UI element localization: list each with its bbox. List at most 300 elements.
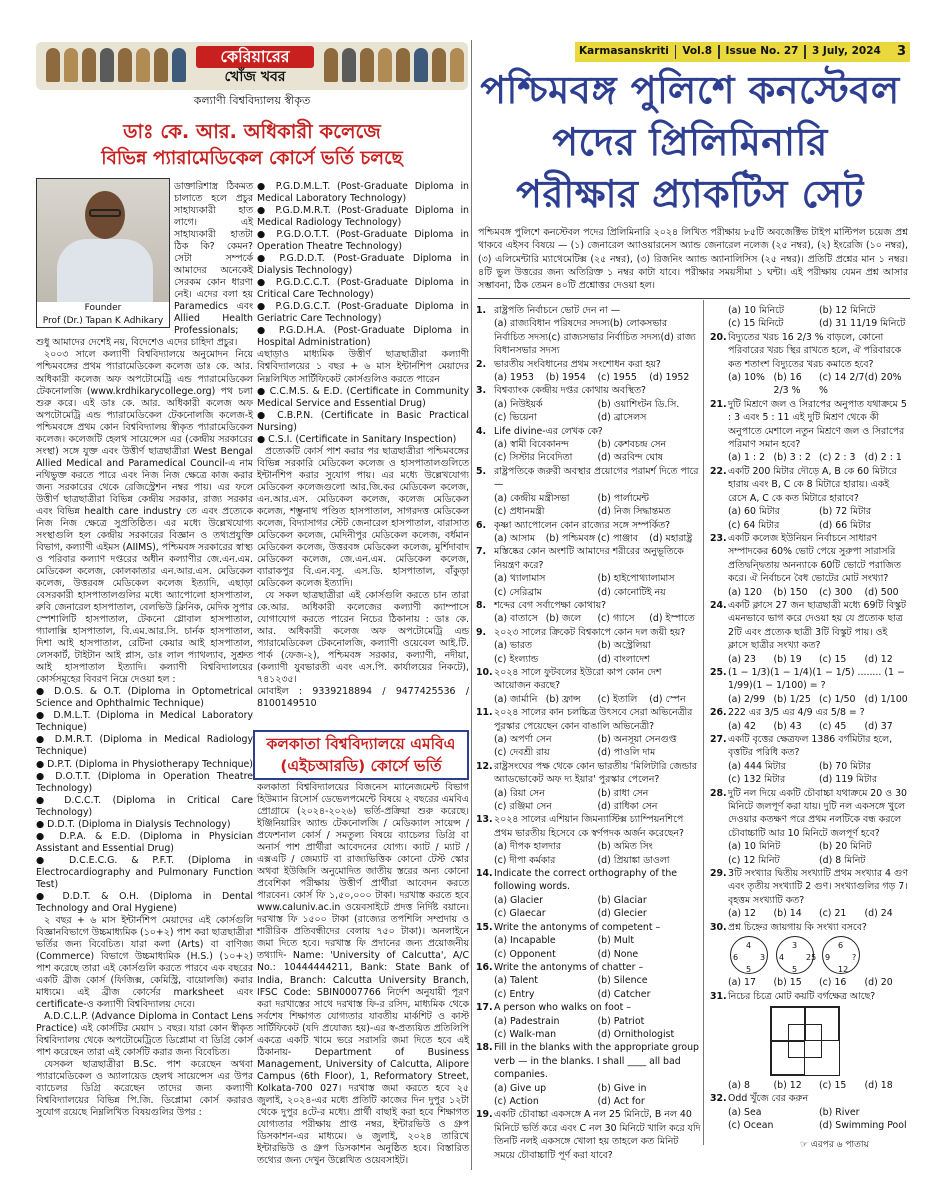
quiz-question — [710, 787, 910, 867]
question-number: 10. — [476, 666, 493, 678]
question-text: বিশ্বব্যাংক কেন্দ্রীয় দপ্তর কোথায় অবস্থিত? — [494, 385, 646, 397]
question-number: 11. — [476, 707, 493, 719]
question-number: 2. — [476, 358, 487, 370]
answer-option: (c) 300 — [819, 586, 853, 598]
question-number: 8. — [476, 599, 487, 611]
answer-option: (d) ইস্পাতে — [649, 613, 695, 625]
answer-option: (a) বাতাসে — [494, 613, 538, 625]
answer-option: (b) অনসূয়া সেনগুপ্ত — [597, 734, 677, 745]
answer-options — [476, 317, 701, 357]
quiz-question — [476, 626, 701, 666]
question-row — [710, 706, 910, 719]
answer-options — [476, 974, 701, 1001]
answer-option: (a) 444 মিটার — [728, 760, 786, 772]
continued-note: ☞ এরপর ৬ পাতায় — [800, 1140, 869, 1150]
answer-option: (d) ব্রাসেলস — [597, 412, 647, 424]
question-number: 23. — [710, 532, 727, 544]
question-number: 28. — [710, 787, 727, 799]
question-text: মস্তিষ্কের কোন অংশটি আমাদের শরীরের অনুভূতিকে নিয়ন্ত্রণ করে? — [494, 546, 684, 571]
answer-option: (a) Give up — [494, 1082, 547, 1094]
answer-option: (d) 500 — [864, 586, 899, 598]
answer-option: (d) 1/100 — [864, 693, 908, 705]
answer-option: (a) Sea — [728, 1106, 762, 1118]
answer-option: (d) 8 মিনিট — [819, 854, 866, 866]
article-paragraph: শুধু আমাদের দেশেই নয়, বিদেশেও এদের চাহিদা প্রচুর। — [36, 337, 238, 349]
answer-option: (a) ভারত — [494, 640, 532, 652]
answer-options — [710, 304, 910, 331]
answer-option: (c) 14 2/7 % — [819, 372, 865, 397]
question-text: প্রশ্ন চিহ্নের জায়গায় কি সংখ্যা বসবে? — [728, 921, 867, 933]
answer-option: (c) Entry — [494, 988, 535, 1000]
answer-option: (b) 12 মিনিটে — [819, 305, 876, 316]
question-row — [476, 813, 701, 840]
answer-option: (b) Silence — [597, 975, 648, 987]
number-circle — [776, 936, 817, 975]
quiz-question — [710, 990, 910, 1093]
answer-options — [476, 612, 701, 625]
answer-option: (a) 60 মিটার — [728, 506, 780, 518]
question-row — [710, 787, 910, 841]
quiz-column-right — [710, 304, 910, 1133]
question-text: 3টি সংখ্যার দ্বিতীয় সংখ্যাটি প্রথম সংখ্যার 4 গুণ এবং তৃতীয় সংখ্যাটি 2 গুণ। সংখ্যাগুলির গড় 7। বৃহত্তম সংখ্যাটি কত? — [728, 868, 908, 906]
course-item: ● P.G.D.D.T. (Post-Graduate Diploma in Dialysis Technology) — [257, 253, 469, 277]
answer-options — [476, 1015, 701, 1042]
question-row — [476, 384, 701, 397]
question-row — [476, 519, 701, 532]
answer-option: (b) Mult — [597, 935, 635, 947]
article-paragraph: ডাক্তারিশাস্ত্র ঠিকমত চালাতে হলে প্রচুর সাহায্যকারী হাত লাগে। এই সাহায্যকারী হাতটা ঠিক কি? কেমন? সেটা সম্পর্কে আমাদের অনেকেই সেরকম কোন ধারণা নেই। এদের বলা হয় Paramedics এবং Allied Health Professionals; — [174, 181, 253, 337]
section-logo — [36, 42, 468, 90]
answer-option: (b) 16 2/3 % — [773, 372, 802, 397]
question-row — [476, 425, 701, 438]
quiz-question — [476, 921, 701, 961]
answer-option: (a) 10 মিনিট — [728, 841, 781, 853]
answer-option: (c) সিস্টার নিবেদিতা — [494, 452, 573, 464]
answer-option: (d) রাধিকা সেন — [597, 801, 658, 813]
answer-option: (b) অমিত সিং — [597, 841, 653, 853]
question-number: 16. — [476, 961, 493, 973]
circle-number: 3 — [760, 953, 766, 963]
answer-option: (d) কোনোটিই নয় — [597, 586, 666, 598]
answer-option: (b) ফ্রান্স — [545, 693, 581, 705]
question-text: একটি বৃত্তের ক্ষেত্রফল 1386 বর্গমিটার হলে, বৃত্তটির পরিধি কত? — [728, 734, 893, 759]
answer-options — [476, 693, 701, 706]
answer-options — [710, 653, 910, 666]
answer-options — [476, 639, 701, 666]
question-number: 26. — [710, 707, 727, 719]
answer-option: (c) 15 মিনিটে — [728, 318, 784, 330]
question-number: 17. — [476, 1002, 493, 1014]
photo-caption-2: Prof (Dr.) Tapan K Adhikary — [42, 316, 164, 326]
answer-options — [476, 572, 701, 599]
quiz-question — [710, 733, 910, 787]
quiz-question — [710, 532, 910, 599]
answer-option: (d) 12 — [864, 653, 893, 665]
article-2-title-line-2: (এইচআরডি) কোর্সে ভর্তি — [280, 757, 442, 775]
answer-option: (a) নিউইয়র্ক — [494, 398, 543, 410]
question-row — [710, 666, 910, 693]
answer-option: (c) গ্যাসে — [597, 613, 635, 625]
question-row — [476, 1041, 701, 1081]
recognition-line: কল্যাণী বিশ্ববিদ্যালয় স্বীকৃত — [193, 94, 311, 107]
question-text: রাষ্ট্রপতিকে জরুরী অবস্থার প্রয়োগের পরামর্শ দিতে পারে — — [494, 465, 699, 491]
answer-option: (a) 8 — [728, 1079, 751, 1091]
answer-option: (b) 72 মিটার — [819, 506, 872, 518]
quiz-question — [476, 813, 701, 867]
quiz-question — [710, 331, 910, 398]
publication-name: Karmasanskriti — [579, 45, 669, 58]
question-number: 9. — [476, 626, 487, 638]
course-item: ● D.M.R.T. (Diploma in Medical Radiology Technique) — [36, 734, 253, 758]
answer-option: (c) Glaecar — [494, 908, 546, 920]
article-2-title-line-1: কলকাতা বিশ্ববিদ্যালয়ে এমবিএ — [266, 735, 456, 753]
answer-options — [476, 1082, 701, 1109]
answer-option: (c) Ocean — [728, 1120, 774, 1132]
question-number: 1. — [476, 305, 487, 316]
answer-option: (d) স্পেন — [649, 693, 686, 705]
question-row — [710, 599, 910, 653]
course-item: ● D.O.T.T. (Diploma in Operation Theatre Technology) — [36, 770, 253, 794]
question-text: Fill in the blanks with the appropriate group verb — in the blanks. I shall ____ all bad companies. — [494, 1042, 700, 1081]
question-row — [476, 304, 701, 317]
question-text: কৃষ্ণা অ্যাপোলেন কোন রাজ্যের সঙ্গে সম্পর্কিত? — [494, 519, 671, 531]
answer-options — [476, 398, 701, 425]
question-number: 6. — [476, 519, 487, 531]
quiz-column-left — [476, 304, 701, 1162]
question-text: একটি কলেজ ইউনিয়ন নির্বাচনে সাধারণ সম্পাদকের 60% ভোট পেয়ে সুরুপা সারাসরি প্রতিদ্বন্দ্বিতায় অনন্যাকে 60টি ভোটে পরাজিত করে। ঐ নির্বাচনে বৈধ ভোটের মোট সংখ্যা? — [728, 532, 901, 585]
people-icon — [46, 48, 186, 86]
quiz-question — [710, 666, 910, 706]
answer-option: (d) বাংলাদেশ — [597, 653, 650, 665]
question-number: 19. — [476, 1109, 493, 1121]
question-row — [710, 1092, 910, 1105]
circle-number: 4 — [746, 941, 752, 951]
answer-option: (a) 120 — [728, 586, 762, 598]
issue-number: Issue No. 27 — [725, 45, 799, 58]
question-number: 31. — [710, 990, 727, 1002]
question-text: A person who walks on foot – — [494, 1002, 631, 1014]
question-text: একটি ক্লাসে 27 জন ছাত্রছাত্রী মধ্যে 69টি বিস্কুট এমনভাবে ভাগ করে দেওয়া হয় যে প্রত্যেক ছাত্র 2টি এবং প্রত্যেক ছাত্রী 3টি বিস্কুট পায়। ওই ক্লাসে ছাত্রীর সংখ্যা কত? — [728, 599, 906, 652]
answer-option: (c) 21 — [819, 908, 847, 920]
question-row — [710, 532, 910, 586]
question-row — [476, 1108, 701, 1162]
answer-option: (a) 12 — [728, 908, 756, 920]
question-text: Write the antonyms of competent – — [494, 921, 661, 933]
course-item: ● D.D.T. (Diploma in Dialysis Technology) — [36, 818, 231, 830]
answer-option: (b) 3 : 2 — [773, 452, 811, 464]
answer-option: (c) Walk-man — [494, 1028, 557, 1040]
answer-option: (a) Glacier — [494, 894, 544, 906]
answer-option: (b) লোকসভার নির্বাচিত সদস্য — [494, 318, 668, 343]
answer-options — [710, 1106, 910, 1133]
answer-options — [710, 840, 910, 867]
answer-option: (d) Ornithologist — [597, 1028, 675, 1040]
question-row — [710, 331, 910, 371]
answer-option: (a) জার্মানি — [494, 693, 538, 705]
course-item: ● D.D.T. & O.H. (Diploma in Dental Technology and Oral Hygiene) — [36, 890, 253, 914]
answer-option: (b) 1954 — [545, 372, 586, 384]
question-row — [476, 599, 701, 612]
answer-option: (b) Patriot — [597, 1015, 645, 1027]
answer-option: (b) Give in — [597, 1082, 647, 1094]
answer-option: (a) 1953 — [494, 372, 534, 384]
answer-option: (c) Opponent — [494, 948, 556, 960]
article-paragraph: ২ বছর + ৬ মাস ইন্টার্নশিপ মেয়াদের এই কোর্সগুলি বিজ্ঞানবিভাগে উচ্চমাধ্যমিক (১০+২) পাশ করা ছাত্রছাত্রীরা ভর্তির জন্য বিবেচিত। যারা কলা (Arts) বা বাণিজ্য (Commerce) বিভাগে উচ্চমাধ্যমিক (H.S.) (১০+২) পাশ করেছে তারা এই কোর্সগুলি করতে পারবে এক বছরের একটি ব্রীজ কোর্স (ফিজিক্স, কেমিস্ট্রি, বায়োলজি) করার মাধ্যমে। এই ব্রীজ কোর্সের marksheet এবং certificate-ও কল্যাণী বিশ্ববিদ্যালয় দেবে। — [36, 914, 253, 1011]
answer-option: (c) 15 — [819, 1079, 847, 1091]
answer-option: (c) 64 মিটার — [728, 519, 780, 531]
course-item: ● P.G.D.O.T.T. (Post-Graduate Diploma in Operation Theatre Technology) — [257, 229, 469, 253]
answer-option: (a) রাজ্যবিধান পরিষদের সদস্য — [494, 318, 610, 330]
answer-option: (d) নিজ সিদ্ধান্তমত — [597, 506, 671, 518]
quiz-question — [476, 384, 701, 424]
answer-option: (d) 37 — [864, 720, 893, 732]
answer-option: (c) 12 মিনিট — [728, 854, 780, 866]
question-text: ২০২৪ সালে ফুটবলের ইউরো কাপ কোন দেশ আয়োজন করছে? — [494, 666, 662, 692]
answer-option: (d) 66 মিটার — [819, 519, 872, 531]
answer-options — [710, 451, 910, 464]
course-item: ● D.P.A. & E.D. (Diploma in Physician Assistant and Essential Drug) — [36, 830, 253, 854]
question-text: Odd খুঁজে বের করুন — [728, 1093, 809, 1105]
answer-options — [476, 840, 701, 867]
answer-option: (b) 14 — [773, 908, 802, 920]
course-item: ● P.G.D.C.C.T. (Post-Graduate Diploma in Critical Care Technology) — [257, 277, 469, 301]
circle-number: 6 — [733, 953, 739, 963]
masthead-bar — [575, 42, 910, 62]
people-icon — [324, 48, 464, 86]
quiz-question — [476, 1108, 701, 1162]
question-number: 20. — [710, 331, 727, 343]
quiz-question — [476, 465, 701, 519]
question-number: 29. — [710, 868, 727, 880]
answer-options — [476, 438, 701, 465]
question-number: 3. — [476, 385, 487, 397]
headline-line-3: পরীক্ষার প্র্যাকটিস সেট — [516, 172, 864, 216]
answer-option: (b) অস্ট্রেলিয়া — [597, 640, 651, 652]
answer-option: (d) Glecier — [597, 908, 647, 920]
answer-options — [710, 586, 910, 599]
quiz-question — [476, 358, 701, 385]
answer-options — [710, 693, 910, 706]
answer-option: (b) 43 — [773, 720, 802, 732]
answer-option: (d) 18 — [864, 1079, 893, 1091]
question-text: শব্দের বেগ সর্বাপেক্ষা কোথায়? — [494, 599, 607, 611]
quiz-question — [710, 398, 910, 465]
answer-option: (d) 119 মিটার — [819, 774, 877, 786]
column-divider — [703, 300, 704, 1145]
question-row — [476, 358, 701, 371]
article-paragraph: প্রত্যেকটি কোর্স পাশ করার পর ছাত্রছাত্রীরা পশ্চিমবঙ্গের বিভিন্ন সরকারি মেডিকেল কলেজ ও হাসপাতালগুলিতে ইন্টার্নশিপ করার সুযোগ পায়। এর মধ্যে উল্লেখযোগ্য মেডিকেল কলেজগুলো আর.জি.কর মেডিকেল কলেজ, এন.আর.এস. মেডিকেল কলেজ, কলেজ মেডিকেল কলেজ, শম্ভুনাথ পণ্ডিত হাসপাতাল, সাগরদত্ত মেডিকেল কলেজ, বিদ্যাসাগর স্টেট জেনারেল হাসপাতাল, বারাসাত মেডিকেল কলেজ, মেদিনীপুর মেডিকেল কলেজ, বর্ধমান মেডিকেল কলেজ, উত্তরবঙ্গ মেডিকেল কলেজ, মুর্শিদাবাদ মেডিকেল কলেজ, জে.এন.এম. মেডিকেল কলেজ, ব্যারাকপুর বি.এন.বসু. এস.ডি. হাসপাতাল, বাঁকুড়া মেডিকেল কলেজ ইত্যাদি। — [257, 445, 469, 590]
question-row — [476, 961, 701, 974]
article-paragraph: যে সকল ছাত্রছাত্রীরা এই কোর্সগুলি করতে চান তারা কে.আর. অধিকারী কলেজের কল্যাণী ক্যাম্পাসে যোগাযোগ করতে পারেন নিচের ঠিকানায় : ডাঃ কে. আর. অধিকারী কলেজ অফ অপটোমেট্রি এন্ড প্যারামেডিকেল টেকনোলজি, কল্যাণী ওয়েবেল আই.টি. পার্ক (ফেজ-২), পশ্চিমবঙ্গ সরকার, কল্যাণী, নদীয়া, (কল্যাণী যুবভারতী এবং এস.পি. কার্যালয়ের নিকটে), ৭৪১২৩৫। — [257, 590, 469, 686]
answer-option: (a) 17 — [728, 977, 756, 989]
number-circle — [822, 936, 860, 974]
question-number: 18. — [476, 1042, 493, 1054]
question-row — [476, 666, 701, 693]
article-paragraph: ২০০৩ সালে কল্যাণী বিশ্ববিদ্যালয়ে অনুমোদন নিয়ে পশ্চিমবঙ্গের প্রথম প্যারামেডিকেল কলেজ ডাঃ কে. আর. অধিকারী কলেজ অফ অপটোমেট্রি এন্ড প্যারামেডিকেল টেকনোলজি (www.krdhikarycollege.org) পথ চলা শুরু করে। এই ডাঃ কে. আর. অধিকারী কলেজ অফ অপটোমেট্রি এন্ড প্যারামেডিকেল টেকনোলজি কলেজ-ই পশ্চিমবঙ্গে প্রথম কোন বিশ্ববিদ্যালয় স্বীকৃত প্যারামেডিকেল কলেজ। কলেজটি হেলথ সায়েন্সেস এর (কেন্দ্রীয় সরকারের সংস্থা) সঙ্গে যুক্ত এবং উত্তীর্ণ ছাত্রছাত্রীরা West Bengal Allied Medical and Paramedical Council-এ নাম নথিভুক্ত করতে পারে এবং নিজ নিজ ক্ষেত্রে কাজ করার জন্য সরকারের থেকে রেজিস্ট্রেশন নম্বর পায়। এর ফলে উত্তীর্ণ ছাত্রছাত্রীরা বিভিন্ন কেন্দ্রীয় সরকার, রাজ্য সরকার এবং বিভিন্ন health care industry তে এবং প্রত্যেকে নিজ নিজ ক্ষেত্রে সুপ্রতিষ্ঠিত। এর মধ্যে উল্লেখযোগ্য সংস্থাগুলি হল কেন্দ্রীয় সরকারের বিজ্ঞান ও তথ্যপ্রযুক্তি বিভাগ, কল্যাণী এইমস (AIIMS), পশ্চিমবঙ্গ সরকারের স্বাস্থ্য ও পরিবার কল্যাণ দপ্তরের অধীন কল্যাণীর জে.এন.এম. মেডিকেল কলেজ, কোলকাতার এন.আর.এস. মেডিকেল কলেজ, উত্তরবঙ্গ মেডিকেল কলেজ ইত্যাদি, এছাড়া বেসরকারী হাসপাতালগুলির মধ্যে অ্যাপোলো হাসপাতাল, রুবি জেনারেল হাসপাতাল, বেলভিউ ক্লিনিক, মেদিক সুপার স্পেশালিটি হাসপাতাল, টেকনো গ্লোবাল হাসপাতাল, গ্যালাক্সি হাসপাতাল, বি.এম.আর.সি. চার্নক হাসপাতাল, দিশা আই হাসপাতাল, রেটিনা কেয়ার আই হাসপাতাল, লেসকার্ট, টাইটান আই প্লাস, ডাঃ লাল প্যাথল্যাব, সুশ্রুত আই হাসপাতাল ইত্যাদি। কল্যাণী বিশ্ববিদ্যালয়ের কোর্সসমূহের বিবরণ নিম্নে দেওয়া হল : — [36, 349, 253, 686]
question-row — [710, 398, 910, 452]
answer-option: (a) 10% — [728, 372, 765, 384]
question-row — [710, 921, 910, 934]
answer-option: (d) Act for — [597, 1095, 645, 1107]
answer-options — [476, 934, 701, 961]
answer-option: (b) 70 মিটার — [819, 760, 872, 772]
answer-option: (b) কেশবচন্দ্র সেন — [597, 439, 667, 451]
logo-title — [196, 46, 314, 86]
answer-option: (d) পাওলি দাম — [597, 747, 656, 759]
logo-line-1: কেরিয়ারের — [196, 46, 314, 68]
answer-option: (a) Incapable — [494, 935, 556, 947]
course-item: ● P.G.D.M.R.T. (Post-Graduate Diploma in Medical Radiology Technology) — [257, 205, 469, 229]
headline — [470, 64, 910, 220]
quiz-question — [710, 304, 910, 331]
answer-option: (a) Talent — [494, 975, 538, 987]
answer-option: (c) পাঞ্জাব — [597, 532, 638, 544]
question-row — [710, 867, 910, 907]
quiz-question — [476, 867, 701, 921]
quiz-question — [476, 760, 701, 814]
quiz-question — [710, 921, 910, 990]
question-number: 30. — [710, 921, 727, 933]
answer-option: (c) ইংল্যান্ড — [494, 653, 539, 665]
question-number: 22. — [710, 465, 727, 477]
question-text: একটি চৌবাচ্চা একসঙ্গে A নল 25 মিনিটে, B নল 40 মিনিটে ভর্তি করে এবং C নল 30 মিনিটে খালি করে যদি তিনটি নলই একসঙ্গে খোলা হয় তাহলে কত মিনিট সময়ে চৌবাচ্চাটি পূর্ণ করা যাবে? — [494, 1109, 701, 1161]
question-text: বিদ্যুতের খরচ 16 2/3 % বাড়লে, কোনো পরিবারের খরচ স্থির রাখতে হলে, ঐ পরিবারকে কত শতাংশ বিদ্যুতের খরচ কমাতে হবে? — [728, 331, 902, 370]
article-paragraph: যেসকল ছাত্রছাত্রীরা B.Sc. পাশ করেছেন অথবা প্যারামেডিকেল ও অ্যালায়েড হেলথ সায়েন্সেস এর উপর ব্যাচেলর ডিগ্রি করেছেন তাদের জন্য কল্যাণী বিশ্ববিদ্যালয়ের বিভিন্ন পি.জি. ডিপ্লোমা কোর্স করারও সুযোগ রয়েছে নিম্নলিখিত বিষয়গুলির উপর : — [36, 1059, 253, 1119]
question-text: Life divine-এর লেখক কে? — [494, 425, 603, 437]
course-list — [257, 386, 469, 446]
article-paragraph: A.D.C.L.P. (Advance Diploma in Contact Lens Practice) এই কোর্সটির মেয়াদ ১ বছর। যারা কোন স্বীকৃত বিশ্ববিদ্যালয় থেকে অপটোমেট্রিতে ডিপ্লোমা বা ডিগ্রি কোর্স পাশ করেছেন তারা এই কোর্সটি করার জন্য বিবেচিত। — [36, 1011, 253, 1059]
question-number: 21. — [710, 398, 727, 410]
circle-number: 3 — [792, 941, 798, 951]
answer-option: (d) 1952 — [649, 372, 690, 384]
answer-option: (d) মহারাষ্ট্র — [649, 532, 693, 544]
course-item: ● D.C.E.C.G. & P.F.T. (Diploma in Electrocardiography and Pulmonary Function Test) — [36, 854, 253, 890]
answer-options — [710, 371, 910, 398]
answer-option: (c) প্রধানমন্ত্রী — [494, 506, 545, 518]
contact-phone: মোবাইল : 9339218894 / 9477425536 / 8100149510 — [257, 686, 469, 710]
article-2-body: কলকাতা বিশ্ববিদ্যালয়ের বিজনেস ম্যানেজমেন্ট বিভাগ হিউম্যান রিসোর্স ডেভেলপমেন্টে বিষয়ে ২ বছরের এমবিএ প্রোগ্রামে (২০২৪-২০২৬) ভর্তি-প্রক্রিয়া শুরু করেছে। ইঞ্জিনিয়ারিং অ্যান্ড টেকনোলজি / মেডিক্যাল সায়েন্স / প্রফেশনাল কোর্স / সমতুল্য বিষয়ে ব্যাচেলর ডিগ্রি বা অনার্স পাশ প্রার্থীরা আবেদনের যোগ্য। ক্যাট / ম্যাট / এক্সএটি / জেম্যাট বা রাজ্যভিত্তিক কোনো টেস্ট স্কোর অথবা ইউজিসি অনুমোদিত জাতীয় স্তরের অন্য কোনো প্রবেশিকা পরীক্ষায় উত্তীর্ণ প্রার্থীরা আবেদন করতে পারবেন। কোর্স ফি ১,৫০,০০০ টাকা। দরখাস্ত করতে হবে www.caluniv.ac.in ওয়েবসাইটে প্রদত্ত নির্দিষ্ট বয়ানে। দরখাস্ত ফি ১৫০০ টাকা (রাজ্যের তপশিলি সম্প্রদায় ও শারীরিক প্রতিবন্ধীদের বেলায় ৭৫০ টাকা)। অনলাইনে জমা দিতে হবে। দরখাস্ত ফি প্রদানের জন্য প্রয়োজনীয় তথ্যাদি- Name: 'University of Calcutta', A/C No.: 10444444211, Bank: State Bank of India, Branch: Calcutta University Branch, IFSC Code: SBIN0007766 নির্দেশ অনুযায়ী পূরণ করা দরখাস্তের সাথে দরখাস্ত ফি-র রসিদ, মাধ্যমিক থেকে সর্বশেষ শিক্ষাগত যোগ্যতার যাবতীয় মার্কশিট ও কাস্ট সার্টিফিকেট (যদি প্রযোজ্য হয়)-এর স্ব-প্রত্যয়িত প্রতিলিপি একত্রে একটি খামে ভরে সরাসরি জমা দিতে হবে এই ঠিকানায়- Department of Business Management, University of Calcutta, Alipore Campus (6th Floor), 1, Reformatory Street, Kolkata-700 027। দরখাস্ত জমা করতে হবে ২৫ জুলাই, ২০২৪-এর মধ্যে প্রতিটি কাজের দিন দুপুর ১২টা থেকে দুপুর ৪টে-র মধ্যে। প্রার্থী বাছাই করা হবে শিক্ষাগত যোগ্যতার পরীক্ষায় প্রাপ্ত নম্বর, ইন্টারভিউ ও গ্রুপ ডিসকাশন-এর মাধ্যমে। ৬ জুলাই, ২০২৪ তারিখে ইন্টারভিউ ও গ্রুপ ডিসকাশন অনুষ্ঠিত হবে। বিস্তারিত তথ্যের জন্য দেখুন উল্লেখিত ওয়েবসাইট। — [257, 782, 469, 1166]
circle-number: 12 — [838, 965, 849, 975]
question-text: Write the antonyms of chatter – — [494, 961, 644, 973]
answer-option: (c) দীপা কর্মকার — [494, 854, 556, 866]
page-number: 3 — [896, 43, 906, 59]
question-number: 4. — [476, 425, 487, 437]
answer-option: (c) 45 — [819, 720, 847, 732]
number-circle — [730, 936, 768, 974]
answer-option: (d) Catcher — [597, 988, 651, 1000]
answer-option: (d) 20% — [864, 372, 902, 384]
course-item: ● P.G.D.M.L.T. (Post-Graduate Diploma in Medical Laboratory Technology) — [257, 181, 469, 205]
answer-options — [476, 733, 701, 760]
quiz-question — [476, 519, 701, 546]
question-number: 7. — [476, 546, 487, 558]
answer-option: (c) 16 — [819, 977, 847, 989]
answer-option: (c) 1/50 — [819, 693, 856, 705]
answer-options — [710, 1079, 910, 1092]
question-text: ২০২৪ সালের কান চলচ্চিত্র উৎসবে সেরা অভিনেত্রীর পুরস্কার পেয়েছেন কোন বাঙালি অভিনেত্রী? — [494, 707, 693, 732]
question-number: 27. — [710, 734, 727, 745]
question-number: 15. — [476, 921, 493, 933]
photo-caption-1: Founder — [84, 303, 122, 313]
answer-option: (c) ভিয়েনা — [494, 412, 537, 424]
circle-number: 5 — [746, 965, 752, 975]
quiz-question — [710, 706, 910, 733]
issue-date: 3 July, 2024 — [811, 45, 881, 58]
answer-option: (c) 15 — [819, 653, 847, 665]
answer-option: (b) 15 — [773, 977, 802, 989]
answer-option: (a) রিয়া সেন — [494, 787, 545, 799]
answer-option: (d) রাজ্য বিধানসভার সদস্য — [494, 331, 696, 357]
question-number: 5. — [476, 465, 487, 477]
circle-number: 6 — [838, 941, 844, 951]
answer-option: (b) পার্লামেন্ট — [597, 492, 649, 504]
answer-option: (b) ওয়াশিংটন ডি.সি. — [597, 398, 680, 410]
article-title-line-2: বিভিন্ন প্যারামেডিকেল কোর্সে ভর্তি চলছে — [101, 148, 403, 169]
course-item: ● C.C.M.S. & E.D. (Certificate in Community Medical Service and Essential Drug) — [257, 385, 469, 409]
course-item: ● D.M.L.T. (Diploma in Medical Laboratory Technique) — [36, 710, 253, 734]
logo-line-2: খোঁজ খবর — [224, 69, 286, 85]
course-item: ● D.O.S. & O.T. (Diploma in Optometrical Science and Ophthalmic Technique) — [36, 686, 253, 710]
question-text: দুটি নল দিয়ে একটি চৌবাচ্চা যথাক্রমে 20 ও 30 মিনিটে জলপূর্ণ করা যায়। দুটি নল একসঙ্গে খুলে দেওয়ার কতক্ষণ পরে প্রথম নলটিকে বন্ধ করলে চৌবাচ্চাটি আর 10 মিনিটে জলপূর্ণ হবে? — [728, 787, 907, 839]
answer-option: (a) আসাম — [494, 532, 536, 544]
divider — [478, 298, 910, 299]
quiz-question — [476, 706, 701, 760]
question-text: দুটি মিশ্রণে জল ও সিরাপের অনুপাত যথাক্রমে 5 : 3 এবং 5 : 11 এই দুটি মিশ্রণ থেকে কী অনুপাতে মেশালে নতুন মিশ্রণে জল ও সিরাপের পরিমাণ সমান হবে? — [728, 398, 907, 451]
quiz-question — [476, 1001, 701, 1041]
course-item: ● P.G.D.G.C.T. (Post-Graduate Diploma in Geriatric Care Technology) — [257, 301, 469, 325]
course-list — [36, 686, 253, 915]
answer-options — [710, 907, 910, 920]
article-column-1 — [36, 181, 253, 1119]
circle-number: 5 — [792, 965, 798, 975]
figure-circles — [730, 936, 910, 974]
answer-option: (d) 31 11/19 মিনিটে — [819, 318, 906, 330]
answer-options — [710, 760, 910, 787]
question-row — [476, 921, 701, 934]
question-text: Indicate the correct orthography of the following words. — [494, 868, 678, 893]
answer-option: (c) রঞ্জিমা সেন — [494, 801, 552, 813]
answer-option: (b) রাধা সেন — [597, 787, 649, 799]
answer-options — [476, 492, 701, 519]
question-number: 13. — [476, 814, 493, 826]
headline-line-1: পশ্চিমবঙ্গ পুলিশে কনস্টেবল — [480, 68, 900, 112]
quiz-question — [710, 867, 910, 921]
question-row — [476, 626, 701, 639]
question-number: 32. — [710, 1093, 727, 1105]
question-row — [710, 733, 910, 760]
answer-options — [476, 894, 701, 921]
volume: Vol.8 — [682, 45, 713, 58]
answer-options — [710, 505, 910, 532]
headline-line-2: পদের প্রিলিমিনারি — [552, 120, 828, 164]
answer-option: (a) থ্যালামাস — [494, 573, 546, 585]
question-row — [710, 990, 910, 1003]
quiz-question — [710, 465, 910, 532]
question-number: 12. — [476, 760, 493, 772]
question-text: 222 এর 3/5 এর 4/9 এর 5/8 = ? — [728, 707, 865, 719]
answer-option: (a) 2/99 — [728, 693, 766, 705]
answer-option: (a) 23 — [728, 653, 756, 665]
quiz-question — [476, 425, 701, 465]
circle-number: ? — [852, 953, 857, 963]
answer-option: (b) Glaciar — [597, 894, 647, 906]
answer-option: (c) ইতালি — [597, 693, 638, 705]
course-item: ● C.B.P.N. (Certificate in Basic Practical Nursing) — [257, 409, 469, 433]
answer-options — [476, 787, 701, 814]
question-row — [476, 760, 701, 787]
course-item: ● P.G.D.H.A. (Post-Graduate Diploma in Hospital Administration) — [257, 325, 469, 349]
answer-option: (d) প্রিয়াঙ্কা ডাওলা — [597, 854, 670, 866]
